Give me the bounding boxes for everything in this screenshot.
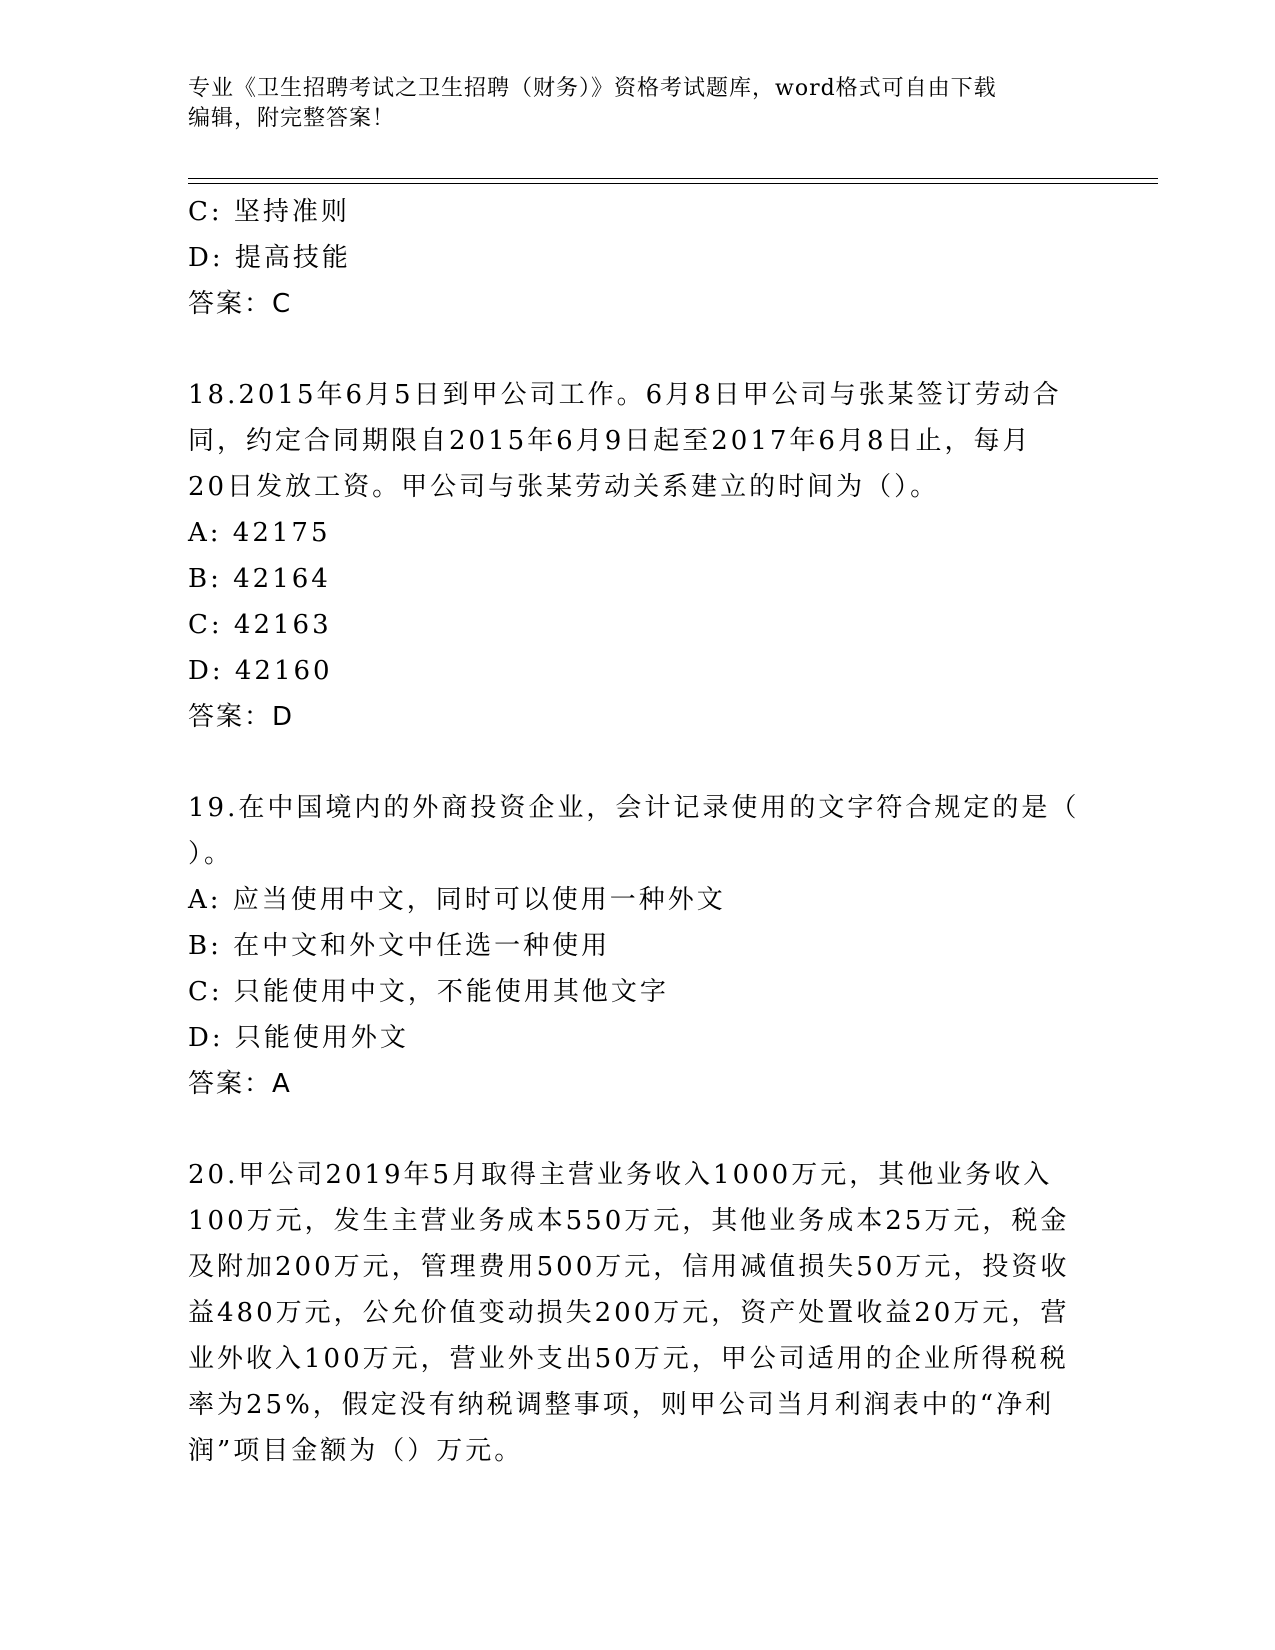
answer-line: 答案：C [188, 289, 293, 319]
spacer [188, 327, 1088, 372]
question-stem-line: 18.2015年6月5日到甲公司工作。6月8日甲公司与张某签订劳动合 [188, 380, 1062, 410]
header-line-2: 编辑，附完整答案！ [188, 106, 396, 131]
question-stem-line: 19.在中国境内的外商投资企业，会计记录使用的文字符合规定的是（ [188, 793, 1080, 823]
spacer [188, 1107, 1088, 1152]
option-c: C: 只能使用中文，不能使用其他文字 [188, 977, 669, 1007]
question-20 [188, 1152, 1088, 1474]
question-stem-line: 20.甲公司2019年5月取得主营业务收入1000万元，其他业务收入 [188, 1160, 1053, 1190]
question-stem-line: ）。 [188, 839, 234, 869]
question-stem-line: 100万元，发生主营业务成本550万元，其他业务成本25万元，税金 [188, 1206, 1070, 1236]
option-a: A: 应当使用中文，同时可以使用一种外文 [188, 885, 726, 915]
question-stem-line: 率为25%，假定没有纳税调整事项，则甲公司当月利润表中的“净利 [188, 1390, 1055, 1420]
page-header [188, 74, 1068, 134]
header-rule-top [188, 178, 1158, 179]
option-c: C: 坚持准则 [188, 197, 350, 227]
option-b: B: 在中文和外文中任选一种使用 [188, 931, 611, 961]
answer-line: 答案：A [188, 1069, 292, 1099]
question-stem-line: 同，约定合同期限自2015年6月9日起至2017年6月8日止，每月 [188, 426, 1032, 456]
header-rule-bottom [188, 183, 1158, 184]
option-d: D: 只能使用外文 [188, 1023, 409, 1053]
question-stem-line: 20日发放工资。甲公司与张某劳动关系建立的时间为（）。 [188, 472, 940, 502]
prev-question [188, 189, 1088, 327]
option-a: A: 42175 [188, 518, 331, 548]
question-19 [188, 785, 1088, 1107]
option-d: D: 42160 [188, 656, 333, 686]
option-c: C: 42163 [188, 610, 332, 640]
question-stem-line: 润”项目金额为（）万元。 [188, 1436, 524, 1466]
question-content [188, 189, 1088, 1474]
question-18 [188, 372, 1088, 740]
question-stem-line: 及附加200万元，管理费用500万元，信用减值损失50万元，投资收 [188, 1252, 1070, 1282]
header-line-1: 专业《卫生招聘考试之卫生招聘（财务）》资格考试题库，word格式可自由下载 [188, 76, 997, 101]
option-b: B: 42164 [188, 564, 331, 594]
option-d: D: 提高技能 [188, 243, 351, 273]
answer-line: 答案：D [188, 702, 295, 732]
question-stem-line: 业外收入100万元，营业外支出50万元，甲公司适用的企业所得税税 [188, 1344, 1069, 1374]
question-stem-line: 益480万元，公允价值变动损失200万元，资产处置收益20万元，营 [188, 1298, 1070, 1328]
spacer [188, 740, 1088, 785]
